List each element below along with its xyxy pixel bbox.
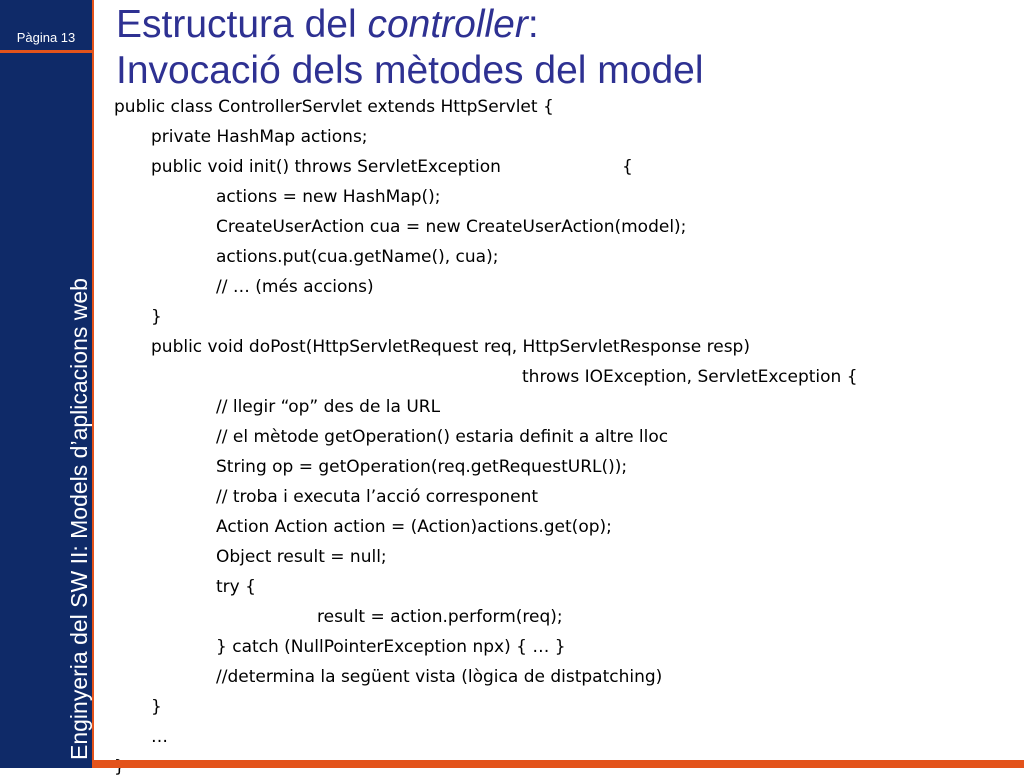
code-line: Object result = null; [216,547,387,567]
code-line: String op = getOperation(req.getRequestURL()); [216,457,628,477]
code-line: actions.put(cua.getName(), cua); [216,247,499,267]
code-line: result = action.perform(req); [317,607,563,627]
slide-title-line-2: Invocació dels mètodes del model [116,49,704,92]
code-line: private HashMap actions; [151,127,368,147]
slide-title-line-1 [116,2,704,48]
sidebar-border [92,0,94,768]
code-line: actions = new HashMap(); [216,187,441,207]
code-line [114,152,858,182]
title-suffix: : [527,3,539,46]
code-line: //determina la següent vista (lògica de distpatching) [216,667,663,687]
code-block [114,92,858,782]
bottom-accent-bar [92,760,1024,768]
code-line: … [151,727,168,747]
course-title: Enginyeria del SW II: Models d’aplicacions web [66,278,92,760]
page-number: Pàgina 13 [16,30,76,45]
code-line: } catch (NullPointerException npx) { … } [216,637,566,657]
code-line: // … (més accions) [216,277,374,297]
code-line: try { [216,577,256,597]
code-brace: { [622,157,633,177]
code-line: // el mètode getOperation() estaria definit a altre lloc [216,427,669,447]
title-emphasis: controller [367,3,528,46]
code-line: // troba i executa l’acció corresponent [216,487,539,507]
sidebar [0,0,92,768]
code-line: } [151,307,162,327]
code-text: public void init() throws ServletException [151,157,501,177]
code-line: public class ControllerServlet extends HttpServlet { [114,97,554,117]
slide-title [116,2,704,94]
page-number-divider [0,50,92,53]
code-line: Action Action action = (Action)actions.get(op); [216,517,612,537]
code-line: throws IOException, ServletException { [522,367,858,387]
code-line: CreateUserAction cua = new CreateUserAction(model); [216,217,687,237]
title-prefix: Estructura del [116,3,368,46]
code-line: // llegir “op” des de la URL [216,397,441,417]
code-line: public void doPost(HttpServletRequest req, HttpServletResponse resp) [151,337,750,357]
code-line: } [151,697,162,717]
